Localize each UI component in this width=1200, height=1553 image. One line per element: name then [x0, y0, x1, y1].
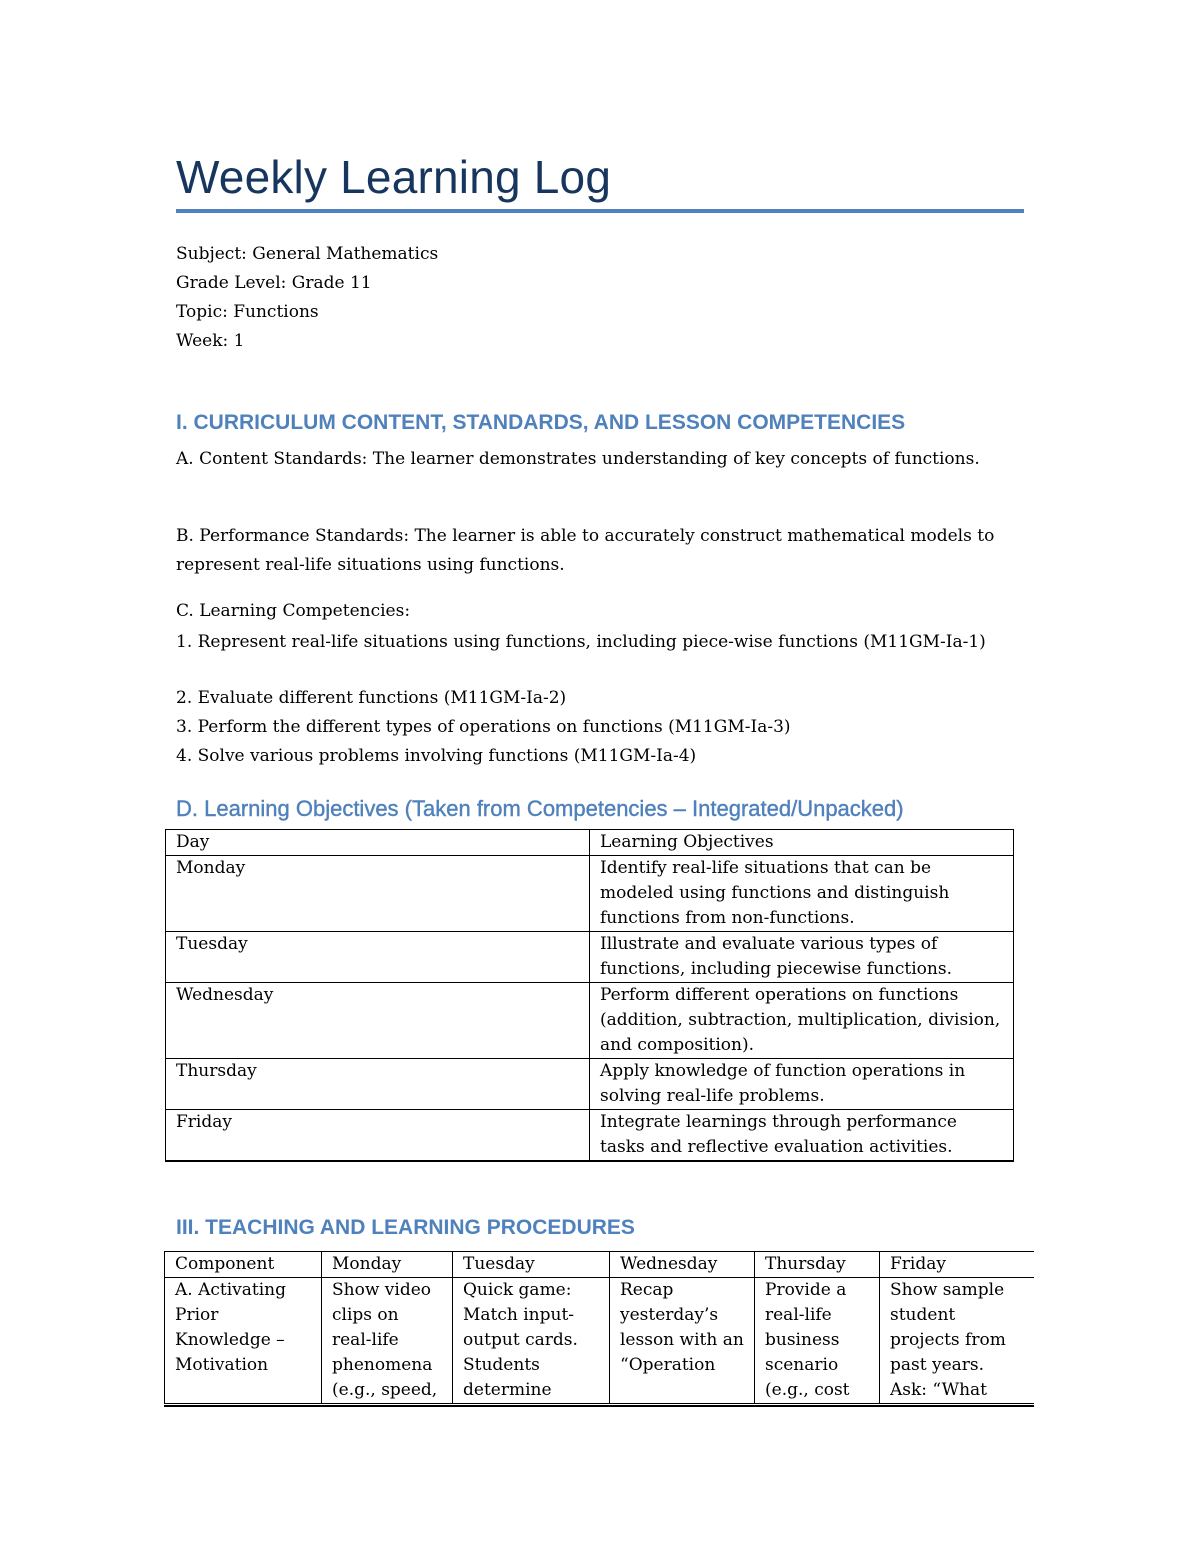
objective-cell: Integrate learnings through performance tasks and reflective evaluation activities. — [590, 1110, 1014, 1162]
header-friday: Friday — [880, 1252, 1035, 1278]
section-heading-objectives: D. Learning Objectives (Taken from Competencies – Integrated/Unpacked) — [176, 796, 904, 821]
component-cell: A. Activating Prior Knowledge – Motivation — [165, 1278, 322, 1404]
day-cell: Friday — [166, 1110, 590, 1162]
section-heading-curriculum: I. CURRICULUM CONTENT, STANDARDS, AND LESSON COMPETENCIES — [176, 411, 906, 434]
title-underline — [176, 209, 1024, 213]
friday-cell: Show sample student projects from past years. Ask: “What — [880, 1278, 1035, 1404]
content-standards: A. Content Standards: The learner demonstrates understanding of key concepts of functions. — [176, 449, 980, 469]
table-row — [166, 932, 1014, 983]
procedures-table-viewport — [164, 1251, 1034, 1407]
learning-objectives-table — [165, 829, 1014, 1162]
wednesday-cell: Recap yesterday’s lesson with an “Operation — [610, 1278, 755, 1404]
header-tuesday: Tuesday — [453, 1252, 610, 1278]
competency-item: 1. Represent real-life situations using functions, including piece-wise functions (M11GM-Ia-1) — [176, 632, 986, 652]
objective-cell: Apply knowledge of function operations in solving real-life problems. — [590, 1059, 1014, 1110]
header-wednesday: Wednesday — [610, 1252, 755, 1278]
day-cell: Monday — [166, 856, 590, 932]
objective-cell: Identify real-life situations that can be modeled using functions and distinguish functions from non-functions. — [590, 856, 1014, 932]
tuesday-cell: Quick game: Match input-output cards. Students determine — [453, 1278, 610, 1404]
table-header-row — [165, 1252, 1035, 1278]
grade-line: Grade Level: Grade 11 — [176, 273, 372, 293]
day-cell: Wednesday — [166, 983, 590, 1059]
page-title: Weekly Learning Log — [176, 151, 612, 203]
procedures-table-bottom-border — [164, 1405, 1034, 1407]
table-row — [166, 1110, 1014, 1162]
table-header-row — [166, 830, 1014, 856]
table-row — [166, 1059, 1014, 1110]
day-cell: Thursday — [166, 1059, 590, 1110]
table-row — [165, 1278, 1035, 1404]
table-row — [166, 856, 1014, 932]
header-objectives: Learning Objectives — [590, 830, 1014, 856]
objective-cell: Perform different operations on functions (addition, subtraction, multiplication, division, and composition). — [590, 983, 1014, 1059]
header-component: Component — [165, 1252, 322, 1278]
section-heading-procedures: III. TEACHING AND LEARNING PROCEDURES — [176, 1216, 635, 1239]
performance-standards: B. Performance Standards: The learner is able to accurately construct mathematical models to represent real-life situations using functions. — [176, 526, 995, 575]
monday-cell: Show video clips on real-life phenomena (e.g., speed, — [322, 1278, 453, 1404]
header-day: Day — [166, 830, 590, 856]
competencies-label: C. Learning Competencies: — [176, 601, 411, 621]
week-line: Week: 1 — [176, 331, 245, 351]
thursday-cell: Provide a real-life business scenario (e.g., cost — [755, 1278, 880, 1404]
topic-line: Topic: Functions — [176, 302, 319, 322]
objective-cell: Illustrate and evaluate various types of functions, including piecewise functions. — [590, 932, 1014, 983]
competency-item: 2. Evaluate different functions (M11GM-Ia-2) — [176, 688, 567, 708]
header-thursday: Thursday — [755, 1252, 880, 1278]
header-monday: Monday — [322, 1252, 453, 1278]
competency-item: 3. Perform the different types of operations on functions (M11GM-Ia-3) — [176, 717, 791, 737]
subject-line: Subject: General Mathematics — [176, 244, 439, 264]
day-cell: Tuesday — [166, 932, 590, 983]
procedures-table — [164, 1251, 1034, 1404]
table-row — [166, 983, 1014, 1059]
competency-item: 4. Solve various problems involving functions (M11GM-Ia-4) — [176, 746, 697, 766]
